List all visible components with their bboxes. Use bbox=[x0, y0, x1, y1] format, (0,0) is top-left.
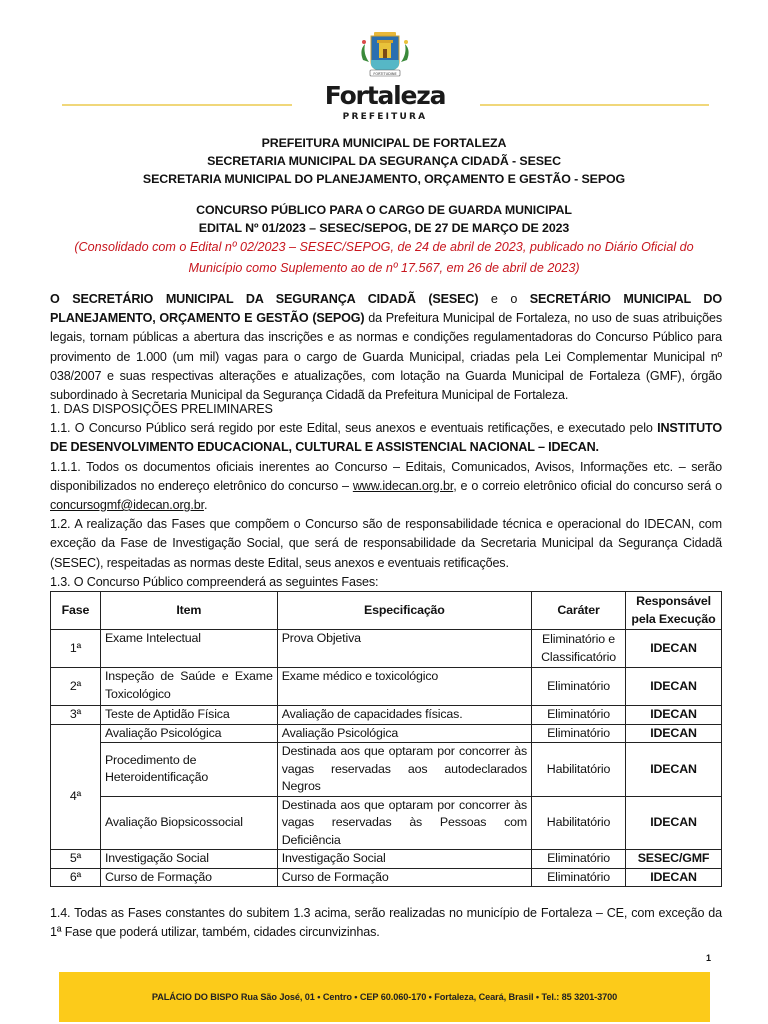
table-row bbox=[51, 668, 722, 706]
intro-bold-sepog: SECRETÁRIO MUNICIPAL DO PLANEJAMENTO, ORÇAMENTO E GESTÃO (SEPOG) bbox=[50, 292, 722, 326]
item-1-1-1-text-c: . bbox=[203, 498, 208, 513]
table-header-row bbox=[51, 592, 722, 630]
cell-carater: Eliminatório bbox=[532, 706, 626, 725]
item-1-1 bbox=[50, 419, 722, 457]
item-1-1-1 bbox=[50, 458, 722, 516]
table-row bbox=[51, 743, 722, 797]
cell-fase: 2ª bbox=[51, 668, 101, 706]
cell-item: Investigação Social bbox=[100, 850, 277, 869]
cell-fase: 6ª bbox=[51, 868, 101, 887]
logo-brand-text: Fortaleza bbox=[324, 81, 446, 110]
intro-bold-sesec: O SECRETÁRIO MUNICIPAL DA SEGURANÇA CIDADÃ (SESEC) bbox=[50, 292, 479, 306]
cell-spec: Avaliação de capacidades físicas. bbox=[277, 706, 531, 725]
col-header-fase: Fase bbox=[51, 592, 101, 630]
edital-header bbox=[0, 201, 768, 237]
col-header-carater: Caráter bbox=[532, 592, 626, 630]
footer-address-bar: PALÁCIO DO BISPO Rua São José, 01 • Centro • CEP 60.060-170 • Fortaleza, Ceará, Brasil • Tel.: 85 3201-3700 bbox=[59, 972, 710, 1022]
cell-spec: Exame médico e toxicológico bbox=[277, 668, 531, 706]
fortaleza-logo bbox=[324, 30, 446, 122]
header-line-sepog: SECRETARIA MUNICIPAL DO PLANEJAMENTO, ORÇAMENTO E GESTÃO - SEPOG bbox=[142, 172, 626, 186]
cell-spec: Investigação Social bbox=[277, 850, 531, 869]
cell-item: Curso de Formação bbox=[100, 868, 277, 887]
cell-spec: Avaliação Psicológica bbox=[277, 724, 531, 743]
email-link[interactable]: concursogmf@idecan.org.br bbox=[50, 498, 204, 513]
contest-title: CONCURSO PÚBLICO PARA O CARGO DE GUARDA MUNICIPAL bbox=[196, 203, 572, 217]
cell-carater: Eliminatório bbox=[532, 668, 626, 706]
cell-resp: SESEC/GMF bbox=[626, 850, 722, 869]
cell-resp: IDECAN bbox=[626, 743, 722, 797]
cell-resp: IDECAN bbox=[626, 668, 722, 706]
website-link[interactable]: www.idecan.org.br bbox=[352, 478, 454, 493]
cell-item: Avaliação Psicológica bbox=[100, 724, 277, 743]
cell-item: Teste de Aptidão Física bbox=[100, 706, 277, 725]
item-1-1-1-text-b: , e o correio eletrônico oficial do concurso será o bbox=[453, 478, 722, 493]
edital-number: EDITAL Nº 01/2023 – SESEC/SEPOG, DE 27 DE MARÇO DE 2023 bbox=[198, 221, 570, 235]
consolidation-line-2: Município como Suplemento ao de nº 17.567, em 26 de abril de 2023) bbox=[188, 261, 580, 275]
header-rule-right bbox=[480, 104, 709, 106]
table-row bbox=[51, 796, 722, 850]
org-header bbox=[0, 134, 768, 188]
coat-of-arms-icon bbox=[355, 30, 415, 82]
cell-carater: Eliminatório e Classificatório bbox=[532, 630, 626, 668]
table-row bbox=[51, 630, 722, 668]
intro-body: da Prefeitura Municipal de Fortaleza, no uso de suas atribuições legais, tornam públicas a abertura das inscrições e as normas e condições regulamentadoras do Concurso Público para provimento de 1.000 (um mil) vagas para o cargo de Guarda Municipal, criadas pela Lei Complementar Municipal nº 038/2007 e suas respectivas alterações e atualizações, com lotação na Guarda Municipal de Fortaleza (GMF), órgão subordinado à Secretaria Municipal da Segurança Cidadã da Prefeitura Municipal de Fortaleza. bbox=[50, 311, 722, 403]
cell-resp: IDECAN bbox=[626, 706, 722, 725]
intro-connector: e o bbox=[478, 292, 530, 306]
cell-fase: 5ª bbox=[51, 850, 101, 869]
item-1-1-text: 1.1. O Concurso Público será regido por este Edital, seus anexos e eventuais retificações, e executado pelo bbox=[50, 421, 658, 436]
cell-spec: Curso de Formação bbox=[277, 868, 531, 887]
cell-resp: IDECAN bbox=[626, 724, 722, 743]
cell-item: Exame Intelectual bbox=[100, 630, 277, 668]
cell-carater: Eliminatório bbox=[532, 868, 626, 887]
cell-item: Inspeção de Saúde e Exame Toxicológico bbox=[100, 668, 277, 706]
cell-spec: Destinada aos que optaram por concorrer às vagas reservadas aos autodeclarados Negros bbox=[277, 743, 531, 797]
svg-text:FORTITUDINE: FORTITUDINE bbox=[373, 72, 397, 76]
cell-fase: 3ª bbox=[51, 706, 101, 725]
header-line-prefeitura: PREFEITURA MUNICIPAL DE FORTALEZA bbox=[261, 136, 507, 150]
cell-item: Avaliação Biopsicossocial bbox=[100, 796, 277, 850]
cell-carater: Habilitatório bbox=[532, 743, 626, 797]
cell-carater: Habilitatório bbox=[532, 796, 626, 850]
section-1 bbox=[50, 400, 722, 592]
consolidation-line-1: (Consolidado com o Edital nº 02/2023 – SESEC/SEPOG, de 24 de abril de 2023, publicado no Diário Oficial do bbox=[74, 240, 694, 254]
header-rule-left bbox=[62, 104, 292, 106]
cell-carater: Eliminatório bbox=[532, 850, 626, 869]
item-1-1-1-text-a: 1.1.1. Todos os documentos oficiais inerentes ao Concurso – Editais, Comunicados, Avisos, Informações etc. – serão disponibilizados no endereço eletrônico do concurso – bbox=[50, 459, 722, 493]
phases-table bbox=[50, 591, 722, 887]
cell-carater: Eliminatório bbox=[532, 724, 626, 743]
header-line-sesec: SECRETARIA MUNICIPAL DA SEGURANÇA CIDADÃ - SESEC bbox=[207, 154, 561, 168]
item-1-2: 1.2. A realização das Fases que compõem o Concurso são de responsabilidade técnica e operacional do IDECAN, com exceção da Fase de Investigação Social, que será de responsabilidade da Secretaria Municipal da Segurança Cidadã (SESEC), respeitadas as normas deste Edital, seus anexos e eventuais retificações. bbox=[50, 517, 722, 570]
col-header-responsavel: Responsável pela Execução bbox=[626, 592, 722, 630]
cell-item: Procedimento de Heteroidentificação bbox=[100, 743, 277, 797]
cell-fase: 4ª bbox=[51, 724, 101, 850]
table-row bbox=[51, 850, 722, 869]
table-row bbox=[51, 706, 722, 725]
table-row bbox=[51, 724, 722, 743]
intro-paragraph bbox=[50, 290, 722, 405]
cell-resp: IDECAN bbox=[626, 630, 722, 668]
table-row bbox=[51, 868, 722, 887]
consolidation-note bbox=[0, 237, 768, 279]
item-1-4: 1.4. Todas as Fases constantes do subitem 1.3 acima, serão realizadas no município de Fortaleza – CE, com exceção da 1ª Fase que poderá utilizar, também, cidades circunvizinhas. bbox=[50, 906, 722, 940]
section-1-heading: 1. DAS DISPOSIÇÕES PRELIMINARES bbox=[50, 402, 273, 416]
cell-spec: Destinada aos que optaram por concorrer às vagas reservadas às Pessoas com Deficiência bbox=[277, 796, 531, 850]
cell-spec: Prova Objetiva bbox=[277, 630, 531, 668]
cell-fase: 1ª bbox=[51, 630, 101, 668]
logo-sub-text: PREFEITURA bbox=[342, 112, 428, 122]
cell-resp: IDECAN bbox=[626, 796, 722, 850]
page-number: 1 bbox=[706, 953, 712, 963]
item-1-3: 1.3. O Concurso Público compreenderá as seguintes Fases: bbox=[50, 574, 379, 589]
col-header-especificacao: Especificação bbox=[277, 592, 531, 630]
col-header-item: Item bbox=[100, 592, 277, 630]
cell-resp: IDECAN bbox=[626, 868, 722, 887]
item-1-1-institute: INSTITUTO DE DESENVOLVIMENTO EDUCACIONAL, CULTURAL E ASSISTENCIAL NACIONAL – IDECAN. bbox=[50, 421, 722, 455]
